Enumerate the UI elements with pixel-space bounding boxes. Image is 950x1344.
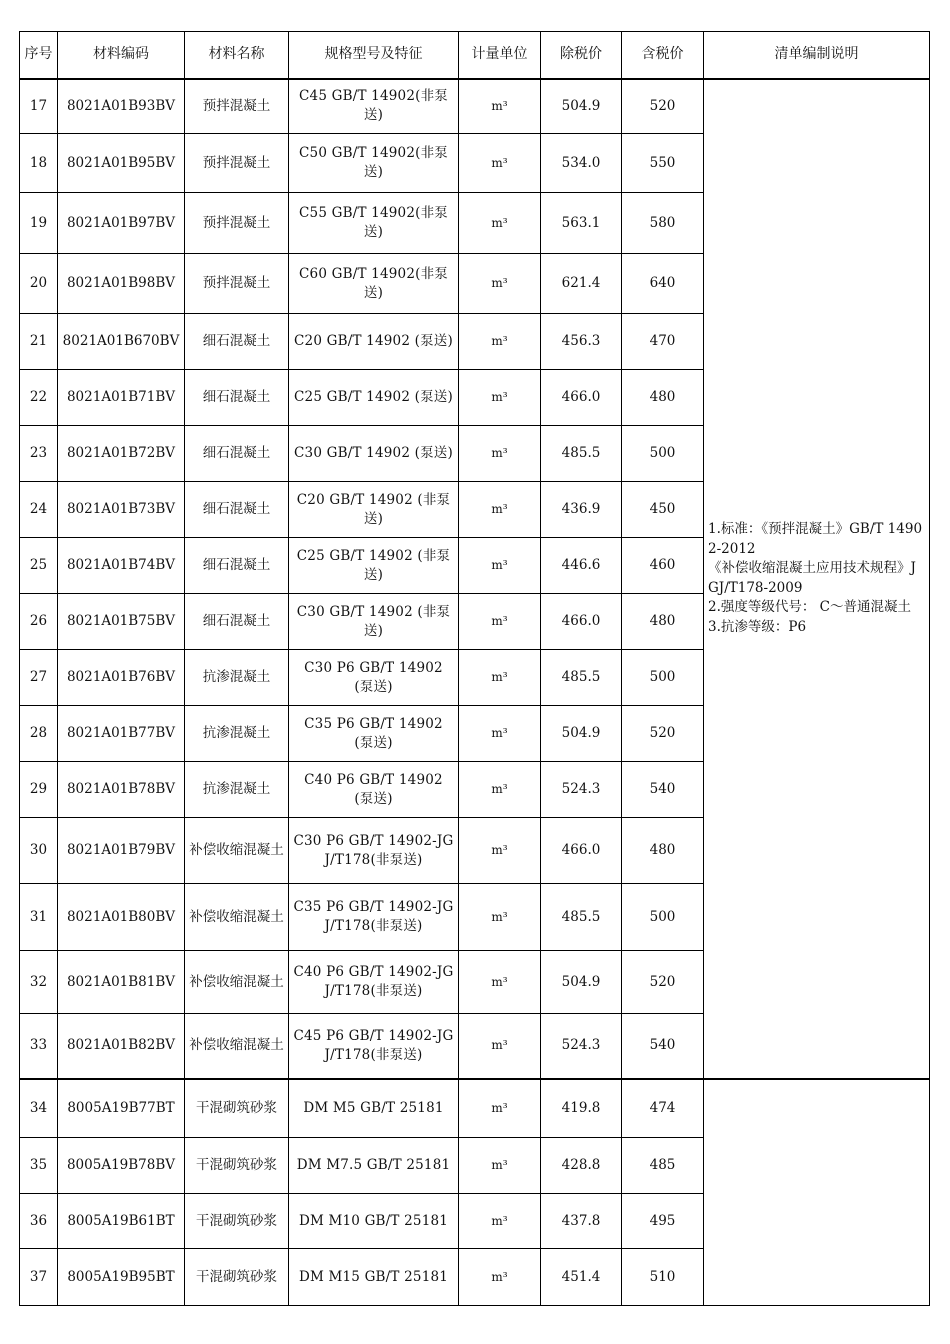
cell-unit: m³ [459,818,541,884]
material-price-table [19,31,930,1306]
cell-name: 抗渗混凝土 [185,762,289,818]
cell-name: 细石混凝土 [185,314,289,370]
cell-name: 补偿收缩混凝土 [185,818,289,884]
header-unit: 计量单位 [459,32,541,79]
cell-code: 8021A01B77BV [58,706,185,762]
cell-price-inc-tax: 500 [622,650,704,706]
cell-code: 8021A01B75BV [58,594,185,650]
cell-seq: 28 [20,706,58,762]
cell-name: 干混砌筑砂浆 [185,1079,289,1138]
cell-spec: DM M15 GB/T 25181 [289,1249,459,1306]
cell-code: 8021A01B95BV [58,134,185,193]
concrete-note-cell [704,79,930,1079]
cell-price-inc-tax: 500 [622,426,704,482]
cell-unit: m³ [459,193,541,254]
cell-spec: C20 GB/T 14902 (非泵送) [289,482,459,538]
cell-price-ex-tax: 621.4 [541,254,622,314]
cell-price-ex-tax: 451.4 [541,1249,622,1306]
cell-name: 细石混凝土 [185,538,289,594]
cell-name: 细石混凝土 [185,482,289,538]
cell-price-ex-tax: 428.8 [541,1138,622,1194]
cell-price-ex-tax: 436.9 [541,482,622,538]
cell-name: 预拌混凝土 [185,193,289,254]
cell-spec: C40 P6 GB/T 14902 (泵送) [289,762,459,818]
cell-spec: C50 GB/T 14902(非泵送) [289,134,459,193]
cell-code: 8021A01B74BV [58,538,185,594]
cell-unit: m³ [459,951,541,1014]
cell-name: 干混砌筑砂浆 [185,1138,289,1194]
cell-name: 补偿收缩混凝土 [185,884,289,951]
cell-name: 预拌混凝土 [185,134,289,193]
cell-price-ex-tax: 419.8 [541,1079,622,1138]
cell-name: 补偿收缩混凝土 [185,1014,289,1079]
mortar-note-cell [704,1079,930,1306]
cell-code: 8005A19B77BT [58,1079,185,1138]
cell-name: 干混砌筑砂浆 [185,1194,289,1249]
cell-unit: m³ [459,762,541,818]
cell-price-inc-tax: 450 [622,482,704,538]
cell-spec: C30 P6 GB/T 14902-JGJ/T178(非泵送) [289,818,459,884]
cell-price-inc-tax: 540 [622,1014,704,1079]
header-price-inc-tax: 含税价 [622,32,704,79]
header-price-ex-tax: 除税价 [541,32,622,79]
cell-price-ex-tax: 466.0 [541,818,622,884]
cell-seq: 30 [20,818,58,884]
cell-code: 8021A01B98BV [58,254,185,314]
cell-seq: 34 [20,1079,58,1138]
header-row [20,32,930,79]
cell-seq: 22 [20,370,58,426]
cell-price-inc-tax: 640 [622,254,704,314]
cell-unit: m³ [459,482,541,538]
cell-code: 8021A01B72BV [58,426,185,482]
cell-spec: C55 GB/T 14902(非泵送) [289,193,459,254]
cell-price-inc-tax: 520 [622,951,704,1014]
cell-unit: m³ [459,650,541,706]
cell-price-inc-tax: 495 [622,1194,704,1249]
cell-name: 预拌混凝土 [185,79,289,134]
cell-seq: 19 [20,193,58,254]
cell-seq: 24 [20,482,58,538]
cell-price-ex-tax: 524.3 [541,1014,622,1079]
cell-unit: m³ [459,254,541,314]
cell-spec: DM M5 GB/T 25181 [289,1079,459,1138]
cell-unit: m³ [459,426,541,482]
cell-spec: C35 P6 GB/T 14902-JGJ/T178(非泵送) [289,884,459,951]
cell-name: 细石混凝土 [185,426,289,482]
cell-price-ex-tax: 446.6 [541,538,622,594]
cell-price-ex-tax: 456.3 [541,314,622,370]
cell-spec: C45 P6 GB/T 14902-JGJ/T178(非泵送) [289,1014,459,1079]
cell-unit: m³ [459,1014,541,1079]
cell-spec: C35 P6 GB/T 14902 (泵送) [289,706,459,762]
cell-price-ex-tax: 485.5 [541,426,622,482]
cell-seq: 35 [20,1138,58,1194]
cell-seq: 37 [20,1249,58,1306]
cell-code: 8021A01B71BV [58,370,185,426]
cell-spec: C20 GB/T 14902 (泵送) [289,314,459,370]
cell-price-inc-tax: 470 [622,314,704,370]
cell-price-inc-tax: 520 [622,706,704,762]
note-line-standard: 1.标准：《预拌混凝土》GB/T 14902-2012 [708,521,923,557]
cell-price-ex-tax: 524.3 [541,762,622,818]
cell-price-ex-tax: 504.9 [541,706,622,762]
cell-code: 8021A01B79BV [58,818,185,884]
cell-name: 干混砌筑砂浆 [185,1249,289,1306]
cell-price-inc-tax: 460 [622,538,704,594]
cell-price-ex-tax: 504.9 [541,79,622,134]
cell-seq: 33 [20,1014,58,1079]
note-line-spec: 《补偿收缩混凝土应用技术规程》JGJ/T178-2009 [708,560,916,596]
cell-code: 8005A19B78BV [58,1138,185,1194]
cell-unit: m³ [459,706,541,762]
cell-price-ex-tax: 534.0 [541,134,622,193]
cell-seq: 20 [20,254,58,314]
cell-price-inc-tax: 550 [622,134,704,193]
cell-seq: 21 [20,314,58,370]
cell-unit: m³ [459,884,541,951]
cell-unit: m³ [459,314,541,370]
cell-name: 预拌混凝土 [185,254,289,314]
header-note: 清单编制说明 [704,32,930,79]
cell-unit: m³ [459,1138,541,1194]
cell-unit: m³ [459,370,541,426]
cell-price-inc-tax: 474 [622,1079,704,1138]
cell-spec: C30 GB/T 14902 (非泵送) [289,594,459,650]
cell-spec: C30 GB/T 14902 (泵送) [289,426,459,482]
cell-unit: m³ [459,594,541,650]
cell-code: 8021A01B82BV [58,1014,185,1079]
cell-price-ex-tax: 466.0 [541,594,622,650]
cell-price-inc-tax: 480 [622,370,704,426]
cell-price-ex-tax: 563.1 [541,193,622,254]
cell-spec: C40 P6 GB/T 14902-JGJ/T178(非泵送) [289,951,459,1014]
cell-unit: m³ [459,134,541,193]
cell-price-inc-tax: 485 [622,1138,704,1194]
cell-code: 8005A19B61BT [58,1194,185,1249]
cell-seq: 17 [20,79,58,134]
cell-spec: C25 GB/T 14902 (泵送) [289,370,459,426]
cell-spec: DM M7.5 GB/T 25181 [289,1138,459,1194]
cell-name: 抗渗混凝土 [185,706,289,762]
cell-unit: m³ [459,79,541,134]
cell-code: 8021A01B80BV [58,884,185,951]
cell-price-ex-tax: 485.5 [541,884,622,951]
header-name: 材料名称 [185,32,289,79]
cell-seq: 23 [20,426,58,482]
cell-code: 8021A01B97BV [58,193,185,254]
cell-seq: 25 [20,538,58,594]
cell-seq: 36 [20,1194,58,1249]
cell-code: 8021A01B76BV [58,650,185,706]
cell-price-inc-tax: 510 [622,1249,704,1306]
cell-unit: m³ [459,1079,541,1138]
cell-price-inc-tax: 520 [622,79,704,134]
cell-name: 细石混凝土 [185,594,289,650]
cell-seq: 31 [20,884,58,951]
cell-seq: 26 [20,594,58,650]
cell-code: 8021A01B73BV [58,482,185,538]
note-line-grade: 2.强度等级代号： C～普通混凝土 [708,599,912,615]
cell-price-inc-tax: 480 [622,594,704,650]
table-row [20,1079,930,1138]
header-seq: 序号 [20,32,58,79]
cell-price-inc-tax: 500 [622,884,704,951]
cell-price-ex-tax: 485.5 [541,650,622,706]
header-code: 材料编码 [58,32,185,79]
cell-price-ex-tax: 466.0 [541,370,622,426]
cell-price-inc-tax: 540 [622,762,704,818]
cell-price-ex-tax: 437.8 [541,1194,622,1249]
cell-seq: 18 [20,134,58,193]
cell-seq: 32 [20,951,58,1014]
cell-spec: C60 GB/T 14902(非泵送) [289,254,459,314]
cell-name: 细石混凝土 [185,370,289,426]
cell-code: 8021A01B93BV [58,79,185,134]
table-row [20,79,930,134]
cell-spec: DM M10 GB/T 25181 [289,1194,459,1249]
cell-unit: m³ [459,538,541,594]
cell-price-ex-tax: 504.9 [541,951,622,1014]
cell-price-inc-tax: 580 [622,193,704,254]
cell-price-inc-tax: 480 [622,818,704,884]
cell-spec: C25 GB/T 14902 (非泵送) [289,538,459,594]
cell-spec: C30 P6 GB/T 14902 (泵送) [289,650,459,706]
cell-seq: 27 [20,650,58,706]
cell-code: 8005A19B95BT [58,1249,185,1306]
cell-code: 8021A01B78BV [58,762,185,818]
cell-unit: m³ [459,1249,541,1306]
note-line-impermeability: 3.抗渗等级：P6 [708,618,807,635]
cell-code: 8021A01B81BV [58,951,185,1014]
cell-code: 8021A01B670BV [58,314,185,370]
cell-unit: m³ [459,1194,541,1249]
cell-spec: C45 GB/T 14902(非泵送) [289,79,459,134]
cell-seq: 29 [20,762,58,818]
cell-name: 补偿收缩混凝土 [185,951,289,1014]
header-spec: 规格型号及特征 [289,32,459,79]
cell-name: 抗渗混凝土 [185,650,289,706]
